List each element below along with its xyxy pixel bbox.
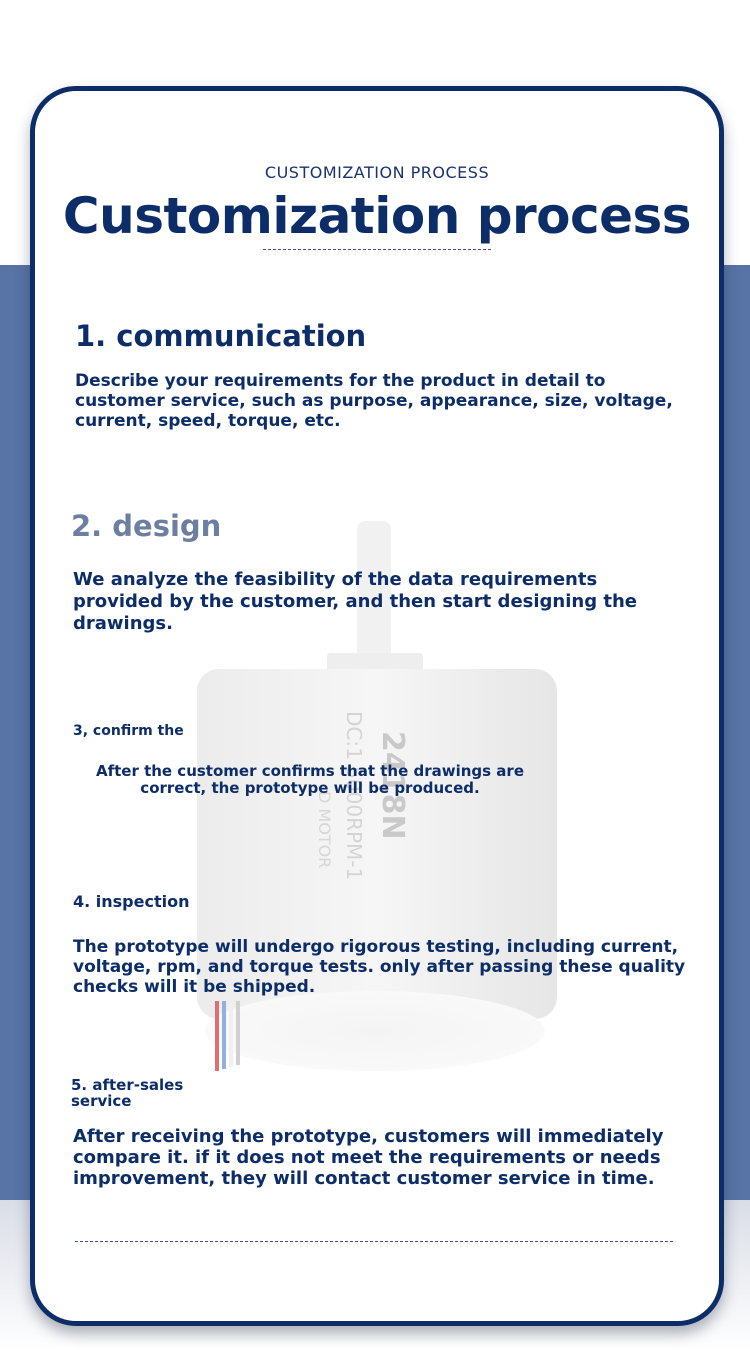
process-card (30, 86, 724, 1326)
step-1-heading: 1. communication (75, 319, 367, 353)
motor-label-spec: DC:1 5000RPM-1 (342, 711, 366, 881)
page-title: Customization process (62, 187, 692, 245)
step-4-heading: 4. inspection (73, 892, 190, 911)
step-5-heading: 5. after-sales service (71, 1076, 184, 1110)
motor-label-model: 2418N (375, 731, 410, 840)
bottom-divider (75, 1241, 673, 1242)
motor-label-type: D MOTOR (315, 791, 334, 869)
step-3-body: After the customer confirms that the drawings are correct, the prototype will be produced. (95, 762, 525, 797)
step-1-body: Describe your requirements for the product in detail to customer service, such as purpose, appearance, size, voltage, current, speed, torque, etc. (75, 371, 673, 431)
title-divider (263, 249, 491, 250)
step-2-body: We analyze the feasibility of the data requirements provided by the customer, and then start designing the drawings. (73, 569, 637, 634)
motor-base (205, 991, 545, 1071)
step-5-body: After receiving the prototype, customers will immediately compare it. if it does not meet the requirements or needs improvement, they will contact customer service in time. (73, 1126, 664, 1189)
step-2-heading: 2. design (71, 509, 222, 543)
step-3-heading: 3, confirm the (73, 723, 184, 739)
step-4-body: The prototype will undergo rigorous testing, including current, voltage, rpm, and torque tests. only after passing these quality checks will it be shipped. (73, 937, 686, 997)
section-subtitle: CUSTOMIZATION PROCESS (264, 163, 490, 182)
